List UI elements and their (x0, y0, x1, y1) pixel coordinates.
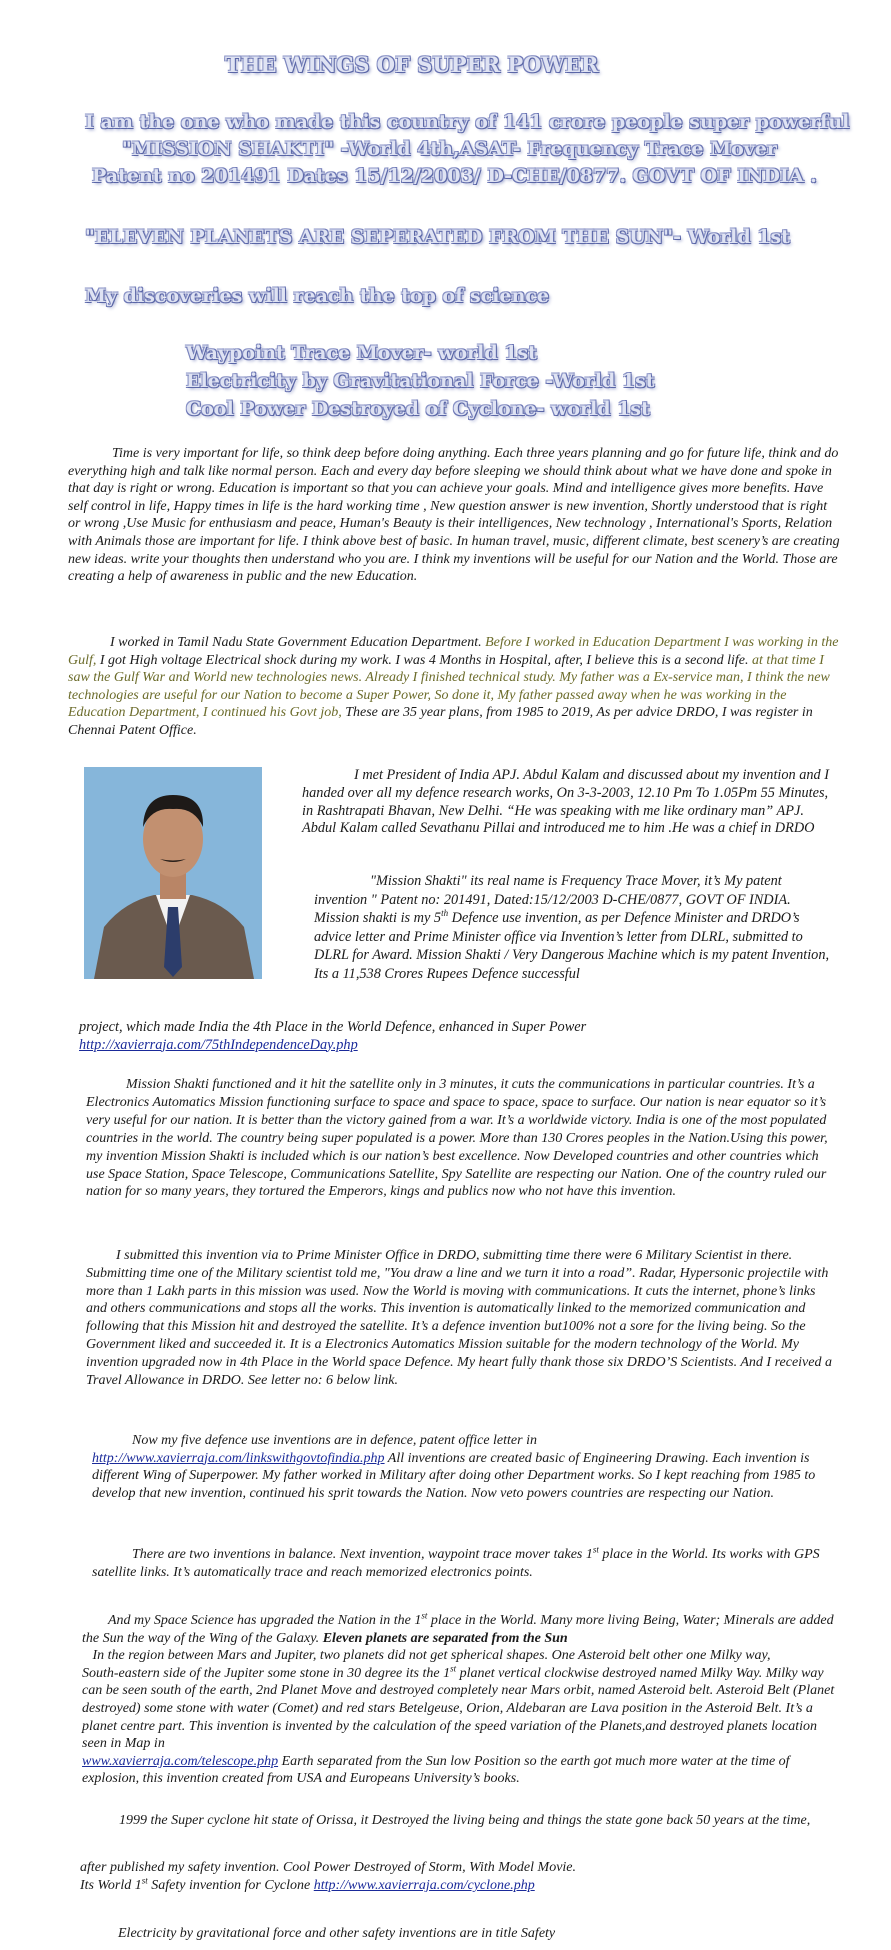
p10-text-c: Its World 1 (80, 1878, 142, 1893)
link-cyclone[interactable]: http://www.xavierraja.com/cyclone.php (313, 1878, 535, 1893)
paragraph-two-inventions (92, 1546, 832, 1581)
heading-line-7: Electricity by Gravitational Force -World 1st (186, 370, 655, 392)
p9-text-a: And my Space Science has upgraded the Nation in the 1 (108, 1613, 422, 1628)
p4-sup: th (441, 908, 449, 919)
paragraph-space-science (82, 1612, 838, 1788)
paragraph-mission-shakti-cont (79, 1019, 839, 1054)
p8-sup: st (592, 1544, 599, 1555)
paragraph-education-dept (68, 634, 842, 740)
heading-line-6: Waypoint Trace Mover- world 1st (186, 342, 537, 364)
paragraph-mission-shakti (314, 872, 836, 984)
p9-sup-2: st (450, 1663, 457, 1674)
p4-text-b: Defence use invention, as per Defence Minister and DRDO’s advice letter and Prime Minister office via Invention’s letter from DLRL, submitted to DLRL for Award. Mission Shakti / Very Dangerous Machine which is my patent Invention, Its a 11,538 Crores Rupees Defence successful (314, 910, 830, 982)
p7-text-b: All inventions are created basic of Engineering Drawing. Each invention is different Wing of Superpower. My father worked in Military after doing other Department works. So (92, 1450, 810, 1484)
heading-line-5: My discoveries will reach the top of science (85, 285, 550, 307)
link-telescope[interactable]: www.xavierraja.com/telescope.php (82, 1753, 279, 1769)
paragraph-kalam: I met President of India APJ. Abdul Kalam and discussed about my invention and I handed over all my defence research works, On 3-3-2003, 12.10 Pm To 1.05Pm 55 Minutes, in Rashtrapati Bhavan, New Delhi. “He was speaking with me like ordinary man” APJ. Abdul Kalam called Sevathanu Pillai and introduced me to him .He was a chief in DRDO (302, 767, 830, 837)
p4-text-c: project, which made India the 4th Place in the World Defence, enhanced in Super Power (79, 1019, 587, 1035)
p9-bold-eleven-planets: Eleven planets are separated from the Sun (322, 1630, 568, 1646)
p4-text-a: "Mission Shakti" its real name is Frequency Trace Mover, it’s My patent invention " Patent no: 201491, Dated:15/12/2003 D-CHE/0877, GOVT OF INDIA. Mission shakti is my 5 (314, 873, 791, 927)
paragraph-electricity: Electricity by gravitational force and other safety inventions are in title Safety (118, 1926, 556, 1941)
portrait-photo (84, 767, 262, 979)
heading-line-8: Cool Power Destroyed of Cyclone- world 1st (186, 398, 650, 420)
page-title: THE WINGS OF SUPER POWER (225, 52, 599, 77)
link-govt-of-india[interactable]: http://www.xavierraja.com/linkswithgovtofindia.php (92, 1450, 385, 1466)
p7-text-a: Now my five defence use inventions are in defence, patent office letter in (132, 1433, 537, 1448)
heading-line-2: "MISSION SHAKTI" -World 4th,ASAT- Frequency Trace Mover (122, 138, 777, 160)
p10-text-a: 1999 the Super cyclone hit state of Orissa, it Destroyed the living being and things the state gone back 50 years at the time, (119, 1813, 811, 1828)
p7-text-c: I kept reaching from 1985 to develop that new invention, continued his sprit towards the Nation. Now veto powers countries are respecting our Nation. (92, 1468, 816, 1501)
p9-text-c: In the region between Mars and Jupiter, two planets did not get spherical shapes. One Asteroid belt other one Milky way, (92, 1648, 771, 1664)
p8-text-b: place in the World. Its works with GPS satellite links. It’s automatically trace and reach memorized electronics points. (92, 1547, 820, 1580)
p10-sup: st (141, 1875, 148, 1886)
p9-text-f: Earth separated from the Sun low Position so the earth got much more water at the time of explosion, this invention created from USA and Europeans University’s books. (82, 1753, 790, 1787)
portrait-icon (84, 767, 262, 979)
p9-text-d: South-eastern side of the Jupiter some stone in 30 degree its the 1 (82, 1665, 451, 1681)
link-75th-independence-day[interactable]: http://xavierraja.com/75thIndependenceDay.php (79, 1036, 358, 1053)
p2-text-c: I got High voltage Electrical shock during my work. I was 4 Months in Hospital, after, I believe this is a second life. (99, 652, 749, 668)
p2-text-a: I worked in Tamil Nadu State Government Education Department. (110, 635, 482, 650)
p2-text-e: These are 35 year plans, from 1985 to 2019, As per advice DRDO, I was register in Chennai Patent Office. (68, 705, 813, 738)
p2-text-b: Before I worked in Education Department I was working in the Gulf, (68, 635, 839, 668)
p8-text-a: There are two inventions in balance. Next invention, waypoint trace mover takes 1 (132, 1547, 593, 1562)
paragraph-cyclone-cont (80, 1859, 820, 1895)
paragraph-cyclone (77, 1812, 817, 1830)
p10-text-b: after published my safety invention. Cool Power Destroyed of Storm, With Model Movie. (80, 1860, 577, 1875)
heading-line-4: "ELEVEN PLANETS ARE SEPERATED FROM THE SUN"- World 1st (85, 226, 790, 248)
paragraph-five-inventions (92, 1432, 834, 1502)
heading-line-3: Patent no 201491 Dates 15/12/2003/ D-CHE/0877. GOVT OF INDIA . (92, 165, 817, 187)
p9-text-e: planet vertical clockwise destroyed named Milky Way. Milky way can be seen south of the earth, 2nd Planet Move and destroyed completely near Mars orbit, named Asteroid belt. Asteroid Belt (Planet destroyed) some stone with water (Comet) and red stars Betelgeuse, Orion, Aldebaran are Lava position in the Asteroid Belt. It’s a planet centre part. This invention is invented by the calculation of the speed variation of the Planets,and destroyed planets location seen in Map in (82, 1665, 835, 1752)
heading-line-1: I am the one who made this country of 141 crore people super powerful (85, 111, 850, 133)
p9-text-b: place in the World. Many more living Being, Water; Minerals are added the Sun the way of the Wing of the Galaxy. (82, 1613, 834, 1646)
p10-text-d: Safety invention for Cyclone (147, 1878, 314, 1893)
paragraph-mission-functioned: Mission Shakti functioned and it hit the satellite only in 3 minutes, it cuts the communications in particular countries. It’s a Electronics Automatics Mission functioning surface to space and space to space, space to surface. Our nation is near equator so it’s very useful for our nation. It is better than the victory gained from a war. It’s a worldwide victory. India is one of the most populated countries in the world. The country being super populated is a power. More than 130 Crores peoples in the Nation.Using this power, my invention Mission Shakti is included which is our nation’s best excellence. Now Developed countries and other countries which use Space Station, Space Telescope, Communications Satellite, Spy Satellite are respecting our Nation. One of the country ruled our nation for so many years, they tortured the Emperors, kings and publics now who not have this invention. (86, 1077, 828, 1200)
p9-sup-1: st (421, 1610, 428, 1621)
p2-text-d: at that time I saw the Gulf War and World new technologies news. Already I finished technical study. My father was a Ex-service man, I think the new technologies are useful for our Nation to become a Super Power, So done it, My father passed away when he was working in the Education Department, I continued his Govt job, (68, 652, 830, 721)
paragraph-submitted: I submitted this invention via to Prime Minister Office in DRDO, submitting time there were 6 Military Scientist in there. Submitting time one of the Military scientist told me, "You draw a line and we turn it into a road”. Radar, Hypersonic projectile with more than 1 Lakh parts in this mission was used. Now the World is moving with communications. It cuts the internet, phone’s links and others communications and stops all the works. This invention is automatically linked to the memorized communication and following that this Mission hit and destroyed the satellite. It’s a defence invention but100% not a sore for the living being. So the Government liked and succeeded it. It is a Electronics Automatics Mission suitable for the modern technology of the World. My invention upgraded now in 4th Place in the World space Defence. My heart fully thank those six DRDO’S Scientists. And I received a Travel Allowance in DRDO. See letter no: 6 below link. (86, 1248, 832, 1388)
paragraph-time: Time is very important for life, so think deep before doing anything. Each three years planning and go for future life, think and do everything high and talk like normal person. Each and every day before sleeping we should think about what we have done and spoke in that day is right or wrong. Education is important so that you can achieve your goals. Mind and intelligence gives more benefits. Have self control in life, Happy times in life is the hard working time , New question answer is new invention, Shortly understood that is right or wrong ,Use Music for enthusiasm and peace, Human's Beauty is their intelligences, New technology , International's Sports, Relation with Animals those are important for life. I think above best of basic. In human travel, music, different climate, best scenery’s are creating new ideas. write your thoughts then understand who you are. I think my inventions will be useful for our Nation and the World. Those are creating a help of awareness in public and the new Education. (68, 446, 840, 585)
